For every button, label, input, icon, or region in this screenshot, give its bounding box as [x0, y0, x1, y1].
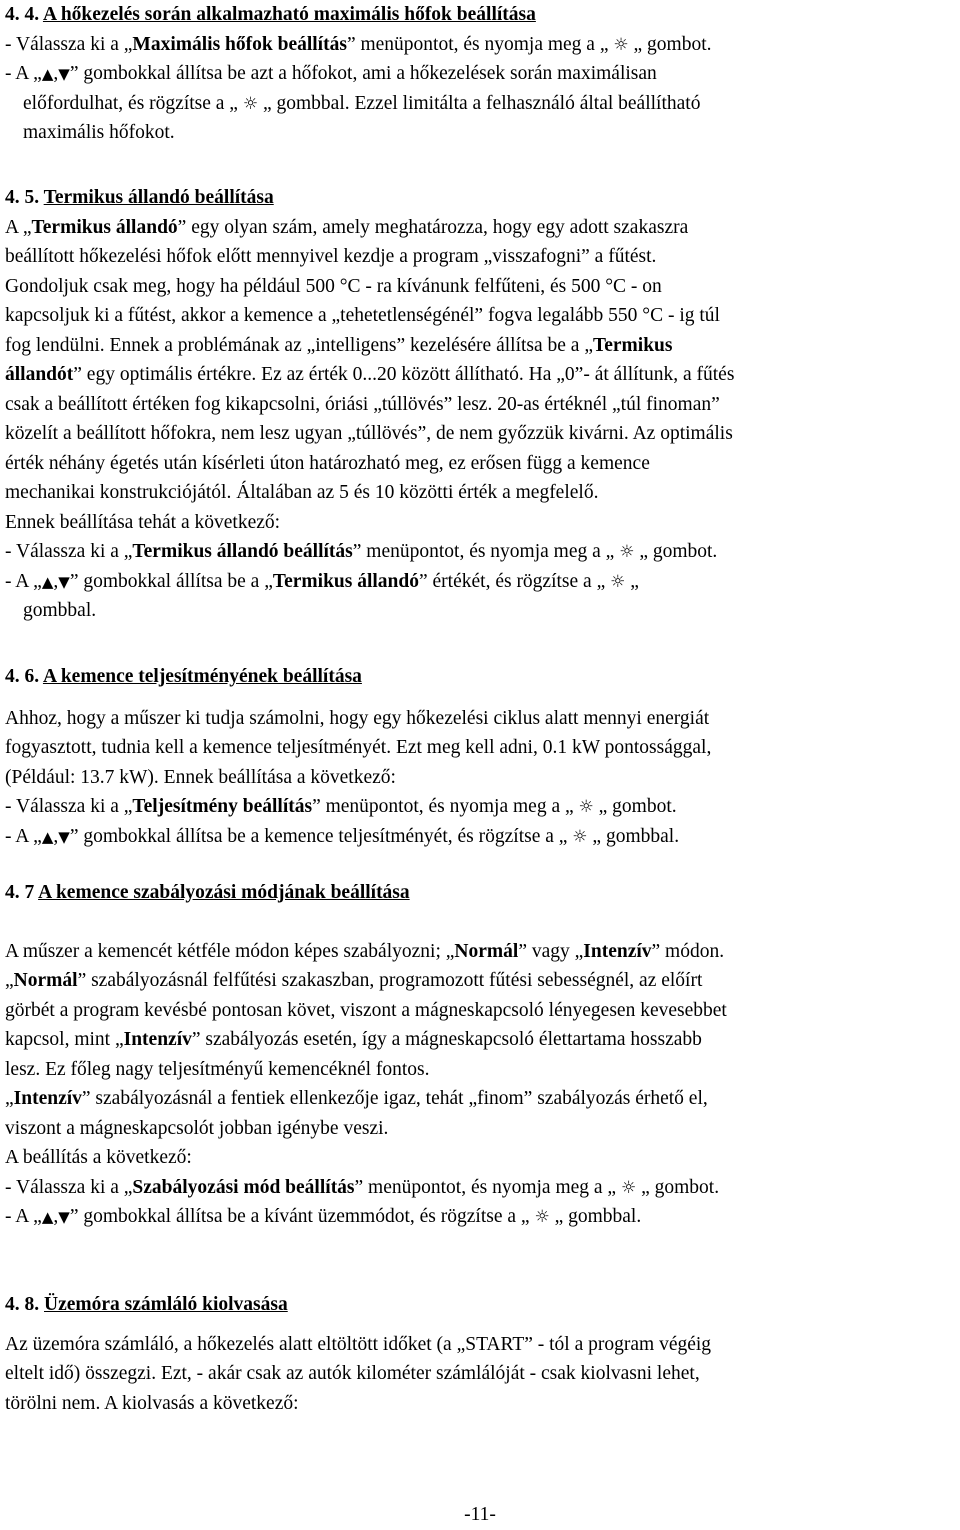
sun-icon: ☼: [534, 1207, 550, 1227]
section-title: A kemence szabályozási módjának beállítása: [38, 882, 410, 903]
sun-icon: ☼: [613, 34, 629, 55]
text-line: A beállítás a következő:: [5, 1147, 192, 1168]
section-heading: [5, 183, 734, 213]
menu-item-name: Termikus állandó beállítás: [132, 541, 353, 562]
menu-item-name: Maximális hőfok beállítás: [132, 33, 347, 55]
text-line: A műszer a kemencét kétféle módon képes szabályozni; „Normál” vagy „Intenzív” módon.: [5, 940, 725, 962]
text-line: törölni nem. A kiolvasás a következő:: [5, 1392, 299, 1414]
section-heading: [5, 0, 712, 30]
bullet-line: - A „▲,▼” gombokkal állítsa be a kívánt üzemmódot, és rögzítse a „ ☼ „ gombbal.: [5, 1206, 642, 1227]
text-line: csak a beállított értéken fog kikapcsolni, óriási „túllövés” lesz. 20-as értéknél „túl finoman”: [5, 393, 720, 415]
text-line: „Intenzív” szabályozásnál a fentiek ellenkezője igaz, tehát „finom” szabályozás érhető el,: [5, 1088, 708, 1109]
bullet-line: - A „▲,▼” gombokkal állítsa be azt a hőfokot, ami a hőkezelések során maximálisan: [5, 63, 657, 84]
down-arrow-icon: ▼: [58, 1208, 70, 1226]
bullet-line: - Válassza ki a „Teljesítmény beállítás” menüpontot, és nyomja meg a „ ☼ „ gombot.: [5, 796, 677, 817]
text-line: lesz. Ez főleg nagy teljesítményű kemencéknél fontos.: [5, 1058, 430, 1080]
section-number: 4. 4.: [5, 4, 40, 25]
text-line: előfordulhat, és rögzítse a „ ☼ „ gombbal. Ezzel limitálta a felhasználó által beállítható: [23, 92, 701, 114]
menu-item-name: Teljesítmény beállítás: [132, 796, 313, 817]
text-line: fog lendülni. Ennek a problémának az „intelligens” kezelésére állítsa be a „Termikus: [5, 334, 673, 356]
bullet-line: - A „▲,▼” gombokkal állítsa be a kemence teljesítményét, és rögzítse a „ ☼ „ gombbal.: [5, 825, 680, 847]
text-line: gombbal.: [23, 600, 97, 621]
text-line: Ahhoz, hogy a műszer ki tudja számolni, hogy egy hőkezelési ciklus alatt mennyi energiát: [5, 707, 710, 729]
text-line: közelít a beállított hőfokra, nem lesz ugyan „túllövés”, de nem győzzük kivárni. Az optimális: [5, 423, 733, 444]
sun-icon: ☼: [578, 797, 594, 817]
section-4-6: [5, 662, 711, 851]
up-arrow-icon: ▲: [41, 572, 54, 591]
section-4-5: [5, 183, 734, 626]
text-line: állandót” egy optimális értékre. Ez az érték 0...20 között állítható. Ha „0”- át állítunk, a fűtés: [5, 364, 735, 385]
text-line: viszont a mágneskapcsolót jobban igénybe veszi.: [5, 1117, 389, 1139]
section-heading: [5, 878, 727, 908]
text-line: fogyasztott, tudnia kell a kemence teljesítményét. Ezt meg kell adni, 0.1 kW pontossággal,: [5, 737, 712, 758]
down-arrow-icon: ▼: [58, 827, 70, 846]
section-heading: [5, 1290, 711, 1320]
text-line: Ennek beállítása tehát a következő:: [5, 511, 281, 533]
text-line: (Például: 13.7 kW). Ennek beállítása a következő:: [5, 766, 396, 788]
section-4-8: [5, 1290, 711, 1418]
bullet-line: - A „▲,▼” gombokkal állítsa be a „Termikus állandó” értékét, és rögzítse a „ ☼ „: [5, 570, 639, 592]
sun-icon: ☼: [242, 93, 259, 114]
section-number: 4. 8.: [5, 1294, 40, 1315]
section-title: A kemence teljesítményének beállítása: [42, 666, 362, 687]
text-line: maximális hőfokot.: [23, 122, 175, 143]
text-line: eltelt idő) összegzi. Ezt, - akár csak az autók kilométer számlálóját - csak kiolvasni lehet,: [5, 1363, 700, 1384]
section-number: 4. 7: [5, 882, 35, 903]
page-number: -11-: [464, 1504, 496, 1525]
section-title: A hőkezelés során alkalmazható maximális hőfok beállítása: [42, 4, 536, 25]
section-number: 4. 5.: [5, 187, 40, 208]
down-arrow-icon: ▼: [58, 572, 70, 591]
down-arrow-icon: ▼: [58, 65, 70, 83]
text-line: „Normál” szabályozásnál felfűtési szakaszban, programozott fűtési sebességnél, az előírt: [5, 970, 703, 991]
up-arrow-icon: ▲: [41, 1208, 54, 1226]
section-4-7: [5, 878, 727, 1232]
up-arrow-icon: ▲: [41, 827, 54, 846]
text-line: beállított hőkezelési hőfok előtt mennyivel kezdje a program „visszafogni” a fűtést.: [5, 246, 657, 267]
sun-icon: ☼: [619, 542, 635, 562]
up-arrow-icon: ▲: [41, 65, 54, 83]
bullet-line: - Válassza ki a „Szabályozási mód beállítás” menüpontot, és nyomja meg a „ ☼ „ gombot.: [5, 1176, 720, 1198]
sun-icon: ☼: [620, 1177, 637, 1198]
text-line: kapcsol, mint „Intenzív” szabályozás esetén, így a mágneskapcsoló élettartama hosszabb: [5, 1029, 702, 1050]
text-line: érték néhány égetés után kísérleti úton határozható meg, ez erősen függ a kemence: [5, 452, 650, 474]
sun-icon: ☼: [610, 571, 626, 592]
bullet-line: - Válassza ki a „Termikus állandó beállítás” menüpontot, és nyomja meg a „ ☼ „ gombot.: [5, 541, 718, 562]
text-line: mechanikai konstrukciójától. Általában az 5 és 10 közötti érték a megfelelő.: [5, 482, 599, 503]
section-title: Termikus állandó beállítása: [43, 187, 274, 208]
section-heading: [5, 662, 711, 692]
text-line: Gondoljuk csak meg, hogy ha például 500 °C - ra kívánunk felfűteni, és 500 °C - on: [5, 275, 662, 297]
text-line: Az üzemóra számláló, a hőkezelés alatt eltöltött időket (a „START” - tól a program végéig: [5, 1333, 712, 1355]
section-number: 4. 6.: [5, 666, 40, 687]
section-title: Üzemóra számláló kiolvasása: [44, 1294, 288, 1315]
text-line: A „Termikus állandó” egy olyan szám, amely meghatározza, hogy egy adott szakaszra: [5, 216, 689, 238]
section-4-4: [5, 0, 712, 148]
menu-item-name: Szabályozási mód beállítás: [132, 1176, 355, 1198]
bullet-line: - Válassza ki a „Maximális hőfok beállítás” menüpontot, és nyomja meg a „ ☼ „ gombot.: [5, 33, 712, 55]
sun-icon: ☼: [572, 826, 588, 847]
text-line: görbét a program kevésbé pontosan követ, viszont a mágneskapcsoló lényegesen kevesebbet: [5, 999, 727, 1021]
text-line: kapcsoljuk ki a fűtést, akkor a kemence a „tehetetlenségénél” fogva legalább 550 °C - ig túl: [5, 305, 720, 326]
